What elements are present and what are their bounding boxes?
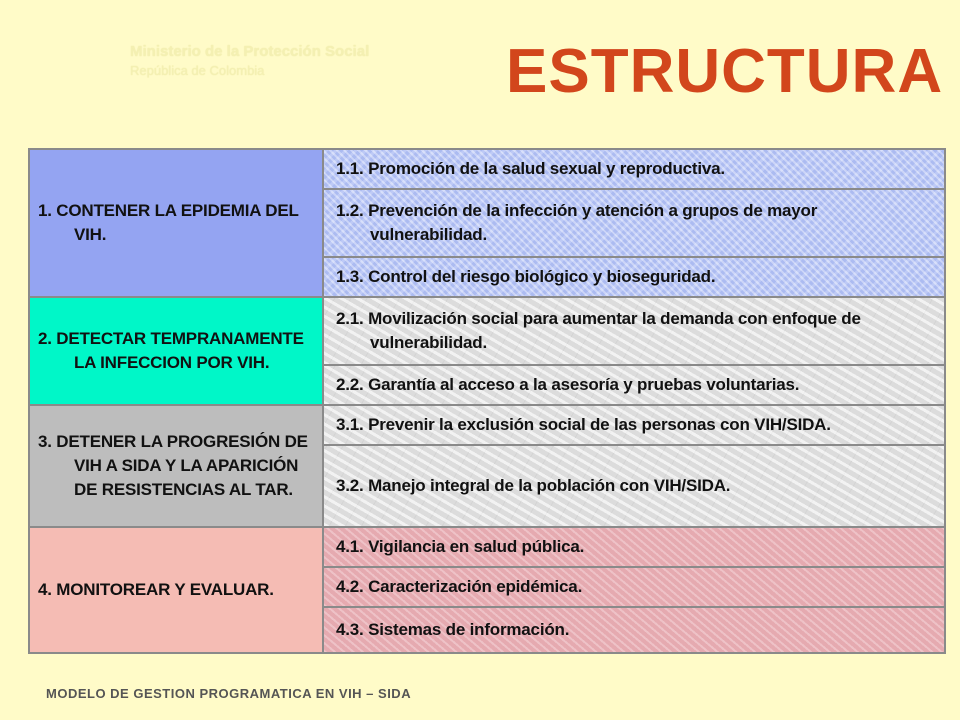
objective-cell-3 (30, 406, 324, 528)
item-cell-4-1 (324, 528, 944, 568)
objective-label: 4. MONITOREAR Y EVALUAR. (38, 580, 274, 599)
ministry-header (130, 42, 369, 80)
item-cell-4-2 (324, 568, 944, 608)
item-cell-2-2 (324, 366, 944, 406)
objective-label: 3. DETENER LA PROGRESIÓN DE VIH A SIDA Y LA APARICIÓN DE RESISTENCIAS AL TAR. (38, 432, 308, 499)
objective-cell-1 (30, 150, 324, 298)
footer-caption: MODELO DE GESTION PROGRAMATICA EN VIH – SIDA (46, 686, 412, 701)
objective-label: 2. DETECTAR TEMPRANAMENTE LA INFECCION POR VIH. (38, 329, 304, 372)
structure-table (28, 148, 946, 654)
item-cell-4-3 (324, 608, 944, 652)
item-label: 2.2. Garantía al acceso a la asesoría y pruebas voluntarias. (336, 375, 800, 394)
item-label: 3.1. Prevenir la exclusión social de las personas con VIH/SIDA. (336, 415, 831, 434)
item-cell-1-1 (324, 150, 944, 190)
item-cell-1-2 (324, 190, 944, 258)
item-cell-3-1 (324, 406, 944, 446)
ministry-name: Ministerio de la Protección Social (130, 43, 370, 60)
item-label: 2.1. Movilización social para aumentar la demanda con enfoque de vulnerabilidad. (336, 309, 861, 352)
page-title: ESTRUCTURA (506, 37, 944, 106)
item-label: 1.2. Prevención de la infección y atención a grupos de mayor vulnerabilidad. (336, 201, 818, 244)
item-label: 4.1. Vigilancia en salud pública. (336, 537, 585, 556)
item-cell-2-1 (324, 298, 944, 366)
item-label: 3.2. Manejo integral de la población con VIH/SIDA. (336, 476, 731, 495)
country-name: República de Colombia (130, 63, 265, 78)
item-label: 4.2. Caracterización epidémica. (336, 577, 583, 596)
objective-cell-2 (30, 298, 324, 406)
item-cell-3-2 (324, 446, 944, 528)
item-label: 1.3. Control del riesgo biológico y bioseguridad. (336, 267, 716, 286)
item-label: 1.1. Promoción de la salud sexual y reproductiva. (336, 159, 725, 178)
item-label: 4.3. Sistemas de información. (336, 620, 570, 639)
item-cell-1-3 (324, 258, 944, 298)
objective-label: 1. CONTENER LA EPIDEMIA DEL VIH. (38, 201, 299, 244)
objective-cell-4 (30, 528, 324, 652)
